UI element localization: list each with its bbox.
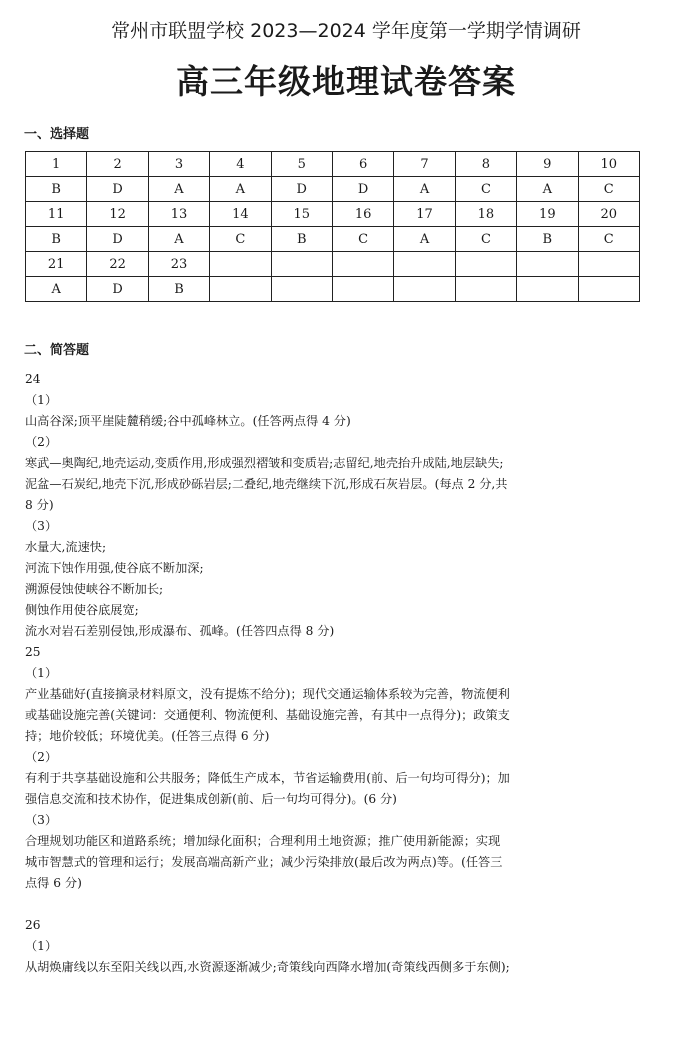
answer-cell: C xyxy=(455,177,516,202)
question-number-cell: 21 xyxy=(26,252,87,277)
choice-answer-table xyxy=(25,151,640,302)
table-row xyxy=(26,202,640,227)
question-number-cell: 12 xyxy=(87,202,148,227)
question-number-cell xyxy=(517,252,578,277)
answer-line: 从胡焕庸线以东至阳关线以西,水资源逐渐减少;奇策线向西降水增加(奇策线西侧多于东侧); xyxy=(25,960,510,974)
answer-cell: A xyxy=(517,177,578,202)
answer-line: 泥盆—石炭纪,地壳下沉,形成砂砾岩层;二叠纪,地壳继续下沉,形成石灰岩层。(每点 2 分,共 xyxy=(25,477,508,491)
answer-line: 强信息交流和技术协作，促进集成创新(前、后一句均可得分)。(6 分) xyxy=(25,792,397,806)
question-number-cell: 18 xyxy=(455,202,516,227)
answer-cell xyxy=(332,277,393,302)
question-number-cell: 5 xyxy=(271,152,332,177)
answer-cell: C xyxy=(455,227,516,252)
answer-cell: A xyxy=(26,277,87,302)
question-number-cell: 13 xyxy=(148,202,209,227)
table-row xyxy=(26,252,640,277)
answer-cell: A xyxy=(148,227,209,252)
question-number-cell: 20 xyxy=(578,202,639,227)
question-number-cell xyxy=(455,252,516,277)
answer-line: 寒武—奥陶纪,地壳运动,变质作用,形成强烈褶皱和变质岩;志留纪,地壳抬升成陆,地层缺失; xyxy=(25,456,504,470)
answer-cell: A xyxy=(148,177,209,202)
answer-cell xyxy=(517,277,578,302)
answer-cell xyxy=(210,277,271,302)
question-number-cell: 23 xyxy=(148,252,209,277)
answer-cell xyxy=(578,277,639,302)
answer-line: （3） xyxy=(25,813,58,827)
answer-cell: D xyxy=(332,177,393,202)
answer-cell: D xyxy=(87,277,148,302)
answer-cell: B xyxy=(26,227,87,252)
question-number-cell: 9 xyxy=(517,152,578,177)
answer-line: （1） xyxy=(25,939,58,953)
section-heading-short-answer: 二、简答题 xyxy=(24,343,90,358)
table-row xyxy=(26,227,640,252)
answer-cell: C xyxy=(578,227,639,252)
answer-line: （3） xyxy=(25,519,58,533)
answer-line: 24 xyxy=(25,372,41,386)
answer-line: 流水对岩石差别侵蚀,形成瀑布、孤峰。(任答四点得 8 分) xyxy=(25,624,335,638)
answer-line: 或基础设施完善(关键词：交通便利、物流便利、基础设施完善，有其中一点得分)；政策支 xyxy=(25,708,510,722)
answer-line: 持；地价较低；环境优美。(任答三点得 6 分) xyxy=(25,729,270,743)
answer-cell: D xyxy=(87,177,148,202)
answer-line: 合理规划功能区和道路系统；增加绿化面积；合理利用土地资源；推广使用新能源；实现 xyxy=(25,834,501,848)
answer-line: 产业基础好(直接摘录材料原文，没有提炼不给分)；现代交通运输体系较为完善，物流便利 xyxy=(25,687,510,701)
question-number-cell: 19 xyxy=(517,202,578,227)
question-number-cell: 3 xyxy=(148,152,209,177)
question-number-cell xyxy=(271,252,332,277)
answer-line: 8 分) xyxy=(25,498,54,512)
question-number-cell xyxy=(332,252,393,277)
question-number-cell: 15 xyxy=(271,202,332,227)
answer-cell: C xyxy=(332,227,393,252)
page-title: 高三年级地理试卷答案 xyxy=(176,62,516,101)
question-number-cell: 8 xyxy=(455,152,516,177)
table-row xyxy=(26,177,640,202)
answer-line: 26 xyxy=(25,918,41,932)
answer-cell: B xyxy=(148,277,209,302)
answer-line: 有利于共享基础设施和公共服务；降低生产成本，节省运输费用(前、后一句均可得分)；加 xyxy=(25,771,510,785)
answer-cell xyxy=(271,277,332,302)
question-number-cell xyxy=(210,252,271,277)
answer-cell: D xyxy=(271,177,332,202)
answer-cell: C xyxy=(578,177,639,202)
answer-line: （2） xyxy=(25,750,58,764)
table-row xyxy=(26,152,640,177)
answer-line: 河流下蚀作用强,使谷底不断加深; xyxy=(25,561,204,575)
answer-cell: A xyxy=(394,227,455,252)
answer-line: （2） xyxy=(25,435,58,449)
answer-line: 侧蚀作用使谷底展宽; xyxy=(25,603,139,617)
answer-cell xyxy=(455,277,516,302)
blank-line xyxy=(25,894,645,915)
exam-subtitle: 常州市联盟学校 2023—2024 学年度第一学期学情调研 xyxy=(111,20,581,42)
question-number-cell: 4 xyxy=(210,152,271,177)
table-row xyxy=(26,277,640,302)
question-number-cell: 16 xyxy=(332,202,393,227)
answer-cell: B xyxy=(271,227,332,252)
answer-cell: A xyxy=(394,177,455,202)
section-heading-choice: 一、选择题 xyxy=(24,127,90,142)
answer-cell xyxy=(394,277,455,302)
answer-line: （1） xyxy=(25,393,58,407)
answer-line: 城市智慧式的管理和运行；发展高端高新产业；减少污染排放(最后改为两点)等。(任答三 xyxy=(25,855,503,869)
answer-line: 水量大,流速快; xyxy=(25,540,107,554)
answer-cell: B xyxy=(517,227,578,252)
answer-cell: D xyxy=(87,227,148,252)
answer-line: 25 xyxy=(25,645,41,659)
answer-line: 点得 6 分) xyxy=(25,876,82,890)
answer-line: 溯源侵蚀使峡谷不断加长; xyxy=(25,582,164,596)
answer-cell: C xyxy=(210,227,271,252)
question-number-cell: 10 xyxy=(578,152,639,177)
answer-cell: B xyxy=(26,177,87,202)
question-number-cell: 1 xyxy=(26,152,87,177)
question-number-cell: 11 xyxy=(26,202,87,227)
question-number-cell: 6 xyxy=(332,152,393,177)
question-number-cell: 17 xyxy=(394,202,455,227)
answer-line: （1） xyxy=(25,666,58,680)
answer-line: 山高谷深;顶平崖陡麓稍缓;谷中孤峰林立。(任答两点得 4 分) xyxy=(25,414,351,428)
question-number-cell: 7 xyxy=(394,152,455,177)
question-number-cell: 2 xyxy=(87,152,148,177)
question-number-cell: 22 xyxy=(87,252,148,277)
question-number-cell xyxy=(394,252,455,277)
question-number-cell xyxy=(578,252,639,277)
question-number-cell: 14 xyxy=(210,202,271,227)
short-answer-body xyxy=(25,369,645,978)
answer-cell: A xyxy=(210,177,271,202)
